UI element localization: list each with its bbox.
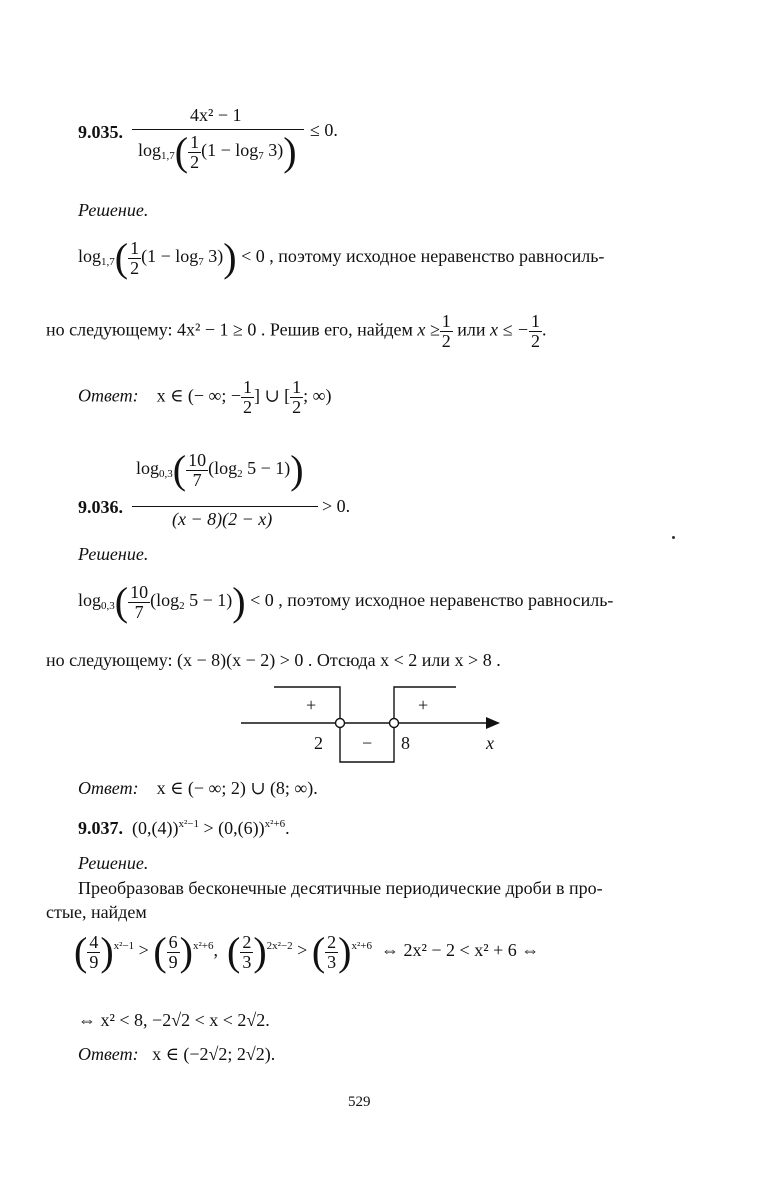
paragraph-line-1: Преобразовав бесконечные десятичные периодические дроби в про- — [78, 878, 603, 898]
sign-minus: − — [362, 733, 373, 753]
fraction-bar — [132, 506, 318, 507]
problem-statement: 9.037. $(0,(4))^{x^2-1} > (0,(6))^{x^2+6}$. — [78, 818, 290, 838]
solution-label: Решение. — [78, 853, 149, 873]
problem-number: 9.035. — [78, 122, 123, 142]
relation: > 0. — [322, 496, 351, 516]
answer-line: Ответ: x ∈ (− ∞; − $\frac{1}{2}$ ] ∪ [ $\frac{1}{2}$ ; ∞) — [78, 377, 332, 417]
paragraph-line-2: стые, найдем — [46, 902, 147, 922]
solution-label: Решение. — [78, 200, 149, 220]
numerator: $\log_{0,3}$( $\frac{10}{7}$ ($\log_2$ 5 − 1)) — [136, 447, 304, 492]
transformation-line: ( $\frac{4}{9}$ )$^{x^2-1}$ > ( $\frac{6}{9}$ )$^{x^2+6}$, ( $\frac{2}{3}$ )$^{2x^2-2}$ > ( $\frac{2}{3}$ )$^{x^2+6}$ ⇔ 2x² − 2 < x² + 6 ⇔ — [74, 929, 540, 974]
relation: ≤ 0. — [310, 120, 338, 140]
axis-arrow-icon — [486, 717, 500, 729]
answer-line: Ответ: x ∈ (− ∞; 2) ∪ (8; ∞). — [78, 778, 318, 798]
sign-plus-left: + — [306, 695, 317, 715]
fraction-bar — [132, 129, 304, 130]
open-point-2 — [336, 719, 345, 728]
open-point-8 — [390, 719, 399, 728]
sign-diagram — [236, 682, 516, 772]
page-number: 529 — [348, 1094, 371, 1110]
sign-plus-right: + — [418, 695, 429, 715]
solution-line-2: но следующему: (x − 8)(x − 2) > 0 . Отсюда x < 2 или x > 8 . — [46, 650, 501, 670]
tick-label-2: 2 — [314, 733, 323, 753]
solution-line-1: $\log_{1,7}$( $\frac{1}{2}$ $(1 - \log_7 3)) < 0$ , поэтому исходное неравенство равносиль- — [78, 235, 605, 280]
problem-number: 9.036. — [78, 497, 123, 517]
solution-line-3: ⇔ x² < 8, −2√2 < x < 2√2. — [78, 1010, 270, 1030]
solution-line-1: $\log_{0,3}$( $\frac{10}{7}$ ($\log_2$ 5 − 1)) < 0 , поэтому исходное неравенство равносиль- — [78, 579, 614, 624]
solution-line-2: но следующему: 4x² − 1 ≥ 0 . Решив его, найдем x ≥ $\frac{1}{2}$ или x ≤ − $\frac{1}{2}$ . — [46, 311, 547, 351]
solution-label: Решение. — [78, 544, 149, 564]
answer-line: Ответ: x ∈ (−2√2; 2√2). — [78, 1044, 276, 1064]
tick-label-8: 8 — [401, 733, 410, 753]
denominator: $\log_{1,7}$( $\frac{1}{2}$ $(1 - \log_7 3)$) — [138, 129, 297, 174]
denominator: (x − 8)(2 − x) — [172, 509, 273, 529]
speck — [672, 536, 675, 539]
numerator: 4x² − 1 — [190, 105, 242, 125]
axis-label-x: x — [486, 733, 494, 753]
